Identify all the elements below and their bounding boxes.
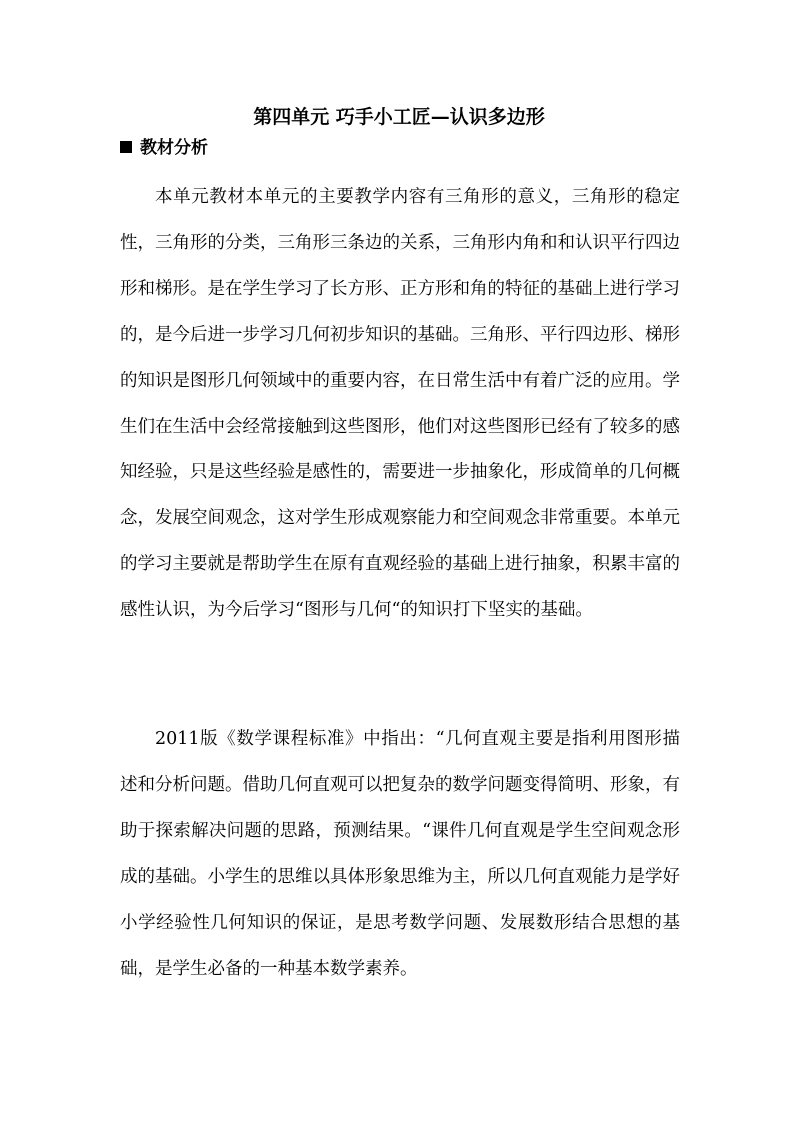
paragraph: 2011版《数学课程标准》中指出：“几何直观主要是指利用图形描述和分析问题。借助几何直观可以把复杂的数学问题变得简明、形象，有助于探索解决问题的思路，预测结果。“课件几何直观是学生空间观念形成的基础。小学生的思维以具体形象思维为主，所以几何直观能力是学好小学经验性几何知识的保证，是思考数学问题、发展数形结合思想的基础，是学生必备的一种基本数学素养。	[120, 729, 680, 979]
page-title: 第四单元 巧手小工匠—认识多边形	[253, 106, 545, 128]
paragraph: 本单元教材本单元的主要教学内容有三角形的意义，三角形的稳定性，三角形的分类，三角形三条边的关系，三角形内角和和认识平行四边形和梯形。是在学生学习了长方形、正方形和角的特征的基础上进行学习的，是今后进一步学习几何初步知识的基础。三角形、平行四边形、梯形的知识是图形几何领域中的重要内容，在日常生活中有着广泛的应用。学生们在生活中会经常接触到这些图形，他们对这些图形已经有了较多的感知经验，只是这些经验是感性的，需要进一步抽象化，形成简单的几何概念，发展空间观念，这对学生形成观察能力和空间观念非常重要。本单元的学习主要就是帮助学生在原有直观经验的基础上进行抽象，积累丰富的感性认识，为今后学习“图形与几何“的知识打下坚实的基础。	[120, 187, 680, 621]
square-bullet-icon	[120, 141, 132, 153]
section-heading-label: 教材分析	[140, 138, 208, 158]
section-heading	[120, 136, 208, 160]
